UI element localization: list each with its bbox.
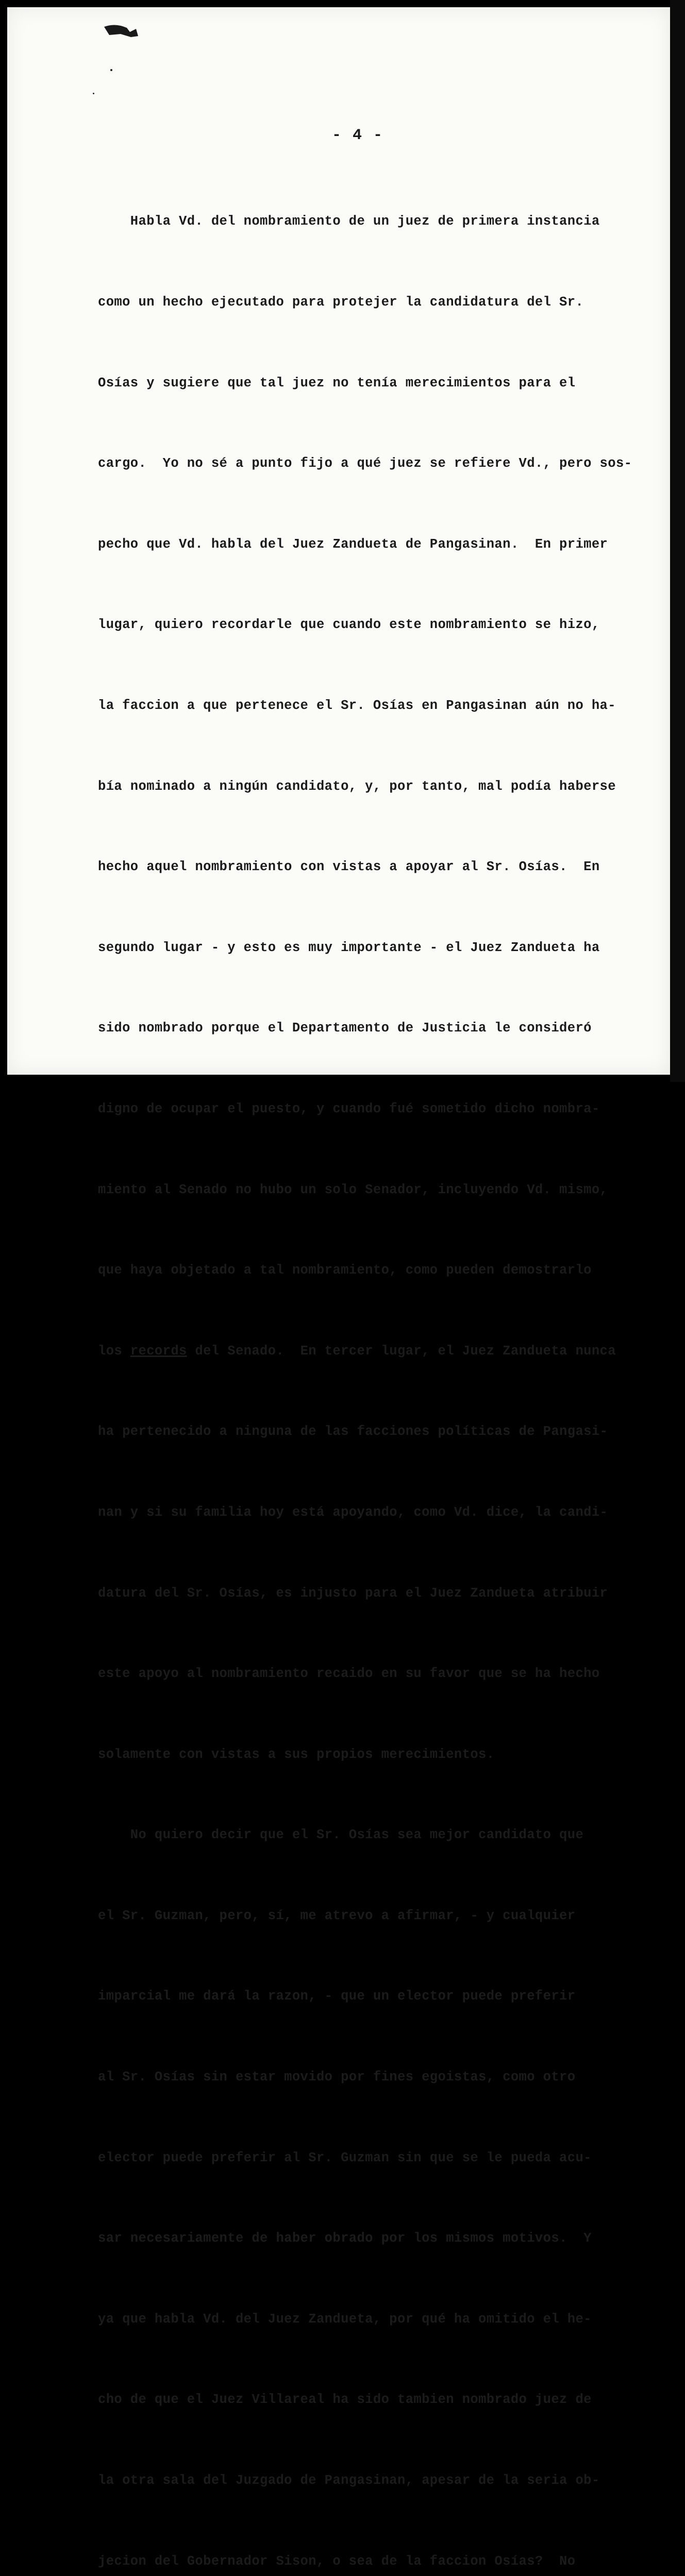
text-line: el Sr. Guzman, pero, sí, me atrevo a afirmar, - y cualquier [98, 1908, 576, 1923]
text-line: datura del Sr. Osías, es injusto para el Juez Zandueta atribuir [98, 1585, 608, 1601]
text-line: No quiero decir que el Sr. Osías sea mejor candidato que [98, 1827, 584, 1843]
text-line: Osías y sugiere que tal juez no tenía merecimientos para el [98, 375, 576, 391]
underlined-word: records [130, 1343, 187, 1359]
text-line: al Sr. Osías sin estar movido por fines egoistas, como otro [98, 2070, 576, 2085]
text-line: solamente con vistas a sus propios merecimientos. [98, 1747, 495, 1762]
text-line: ha pertenecido a ninguna de las facciones políticas de Pangasi- [98, 1424, 608, 1439]
text-fragment: los [98, 1343, 130, 1359]
ink-speck [110, 69, 112, 71]
scan-border [670, 0, 685, 1082]
text-line: ya que habla Vd. del Juez Zandueta, por qué ha omitido el he- [98, 2311, 592, 2327]
text-line: como un hecho ejecutado para protejer la candidatura del Sr. [98, 295, 584, 310]
ink-blot-mark [100, 22, 152, 42]
text-line-records [98, 1338, 634, 1365]
body-text [98, 155, 634, 2576]
page-number: - 4 - [332, 127, 384, 144]
text-line: sar necesariamente de haber obrado por los mismos motivos. Y [98, 2231, 592, 2246]
text-line: la faccion a que pertenece el Sr. Osías en Pangasinan aún no ha- [98, 698, 616, 713]
text-line: que haya objetado a tal nombramiento, como pueden demostrarlo [98, 1263, 592, 1278]
text-line: sido nombrado porque el Departamento de Justicia le consideró [98, 1021, 592, 1036]
text-line: este apoyo al nombramiento recaido en su favor que se ha hecho [98, 1666, 600, 1682]
text-line: lugar, quiero recordarle que cuando este nombramiento se hizo, [98, 617, 600, 633]
text-line: segundo lugar - y esto es muy importante - el Juez Zandueta ha [98, 940, 600, 955]
text-line: cargo. Yo no sé a punto fijo a qué juez se refiere Vd., pero sos- [98, 456, 632, 471]
text-line: cho de que el Juez Villareal ha sido tambien nombrado juez de [98, 2392, 592, 2408]
text-line: miento al Senado no hubo un solo Senador, incluyendo Vd. mismo, [98, 1182, 608, 1197]
text-line: Habla Vd. del nombramiento de un juez de primera instancia [98, 214, 600, 229]
text-line: jecion del Gobernador Sison, o sea de la faccion Osías? No [98, 2553, 576, 2569]
text-line: bía nominado a ningún candidato, y, por tanto, mal podía haberse [98, 778, 616, 794]
text-fragment: del Senado. En tercer lugar, el Juez Zandueta nunca [187, 1343, 616, 1359]
ink-speck [93, 93, 94, 94]
text-line: pecho que Vd. habla del Juez Zandueta de Pangasinan. En primer [98, 536, 608, 552]
text-line: elector puede preferir al Sr. Guzman sin que se le pueda acu- [98, 2150, 592, 2165]
text-line: digno de ocupar el puesto, y cuando fué sometido dicho nombra- [98, 1101, 600, 1116]
text-line: hecho aquel nombramiento con vistas a apoyar al Sr. Osías. En [98, 859, 600, 875]
text-line: nan y si su familia hoy está apoyando, como Vd. dice, la candi- [98, 1504, 608, 1520]
text-line: la otra sala del Juzgado de Pangasinan, apesar de la seria ob- [98, 2473, 600, 2488]
text-line: imparcial me dará la razon, - que un elector puede preferir [98, 1989, 576, 2004]
